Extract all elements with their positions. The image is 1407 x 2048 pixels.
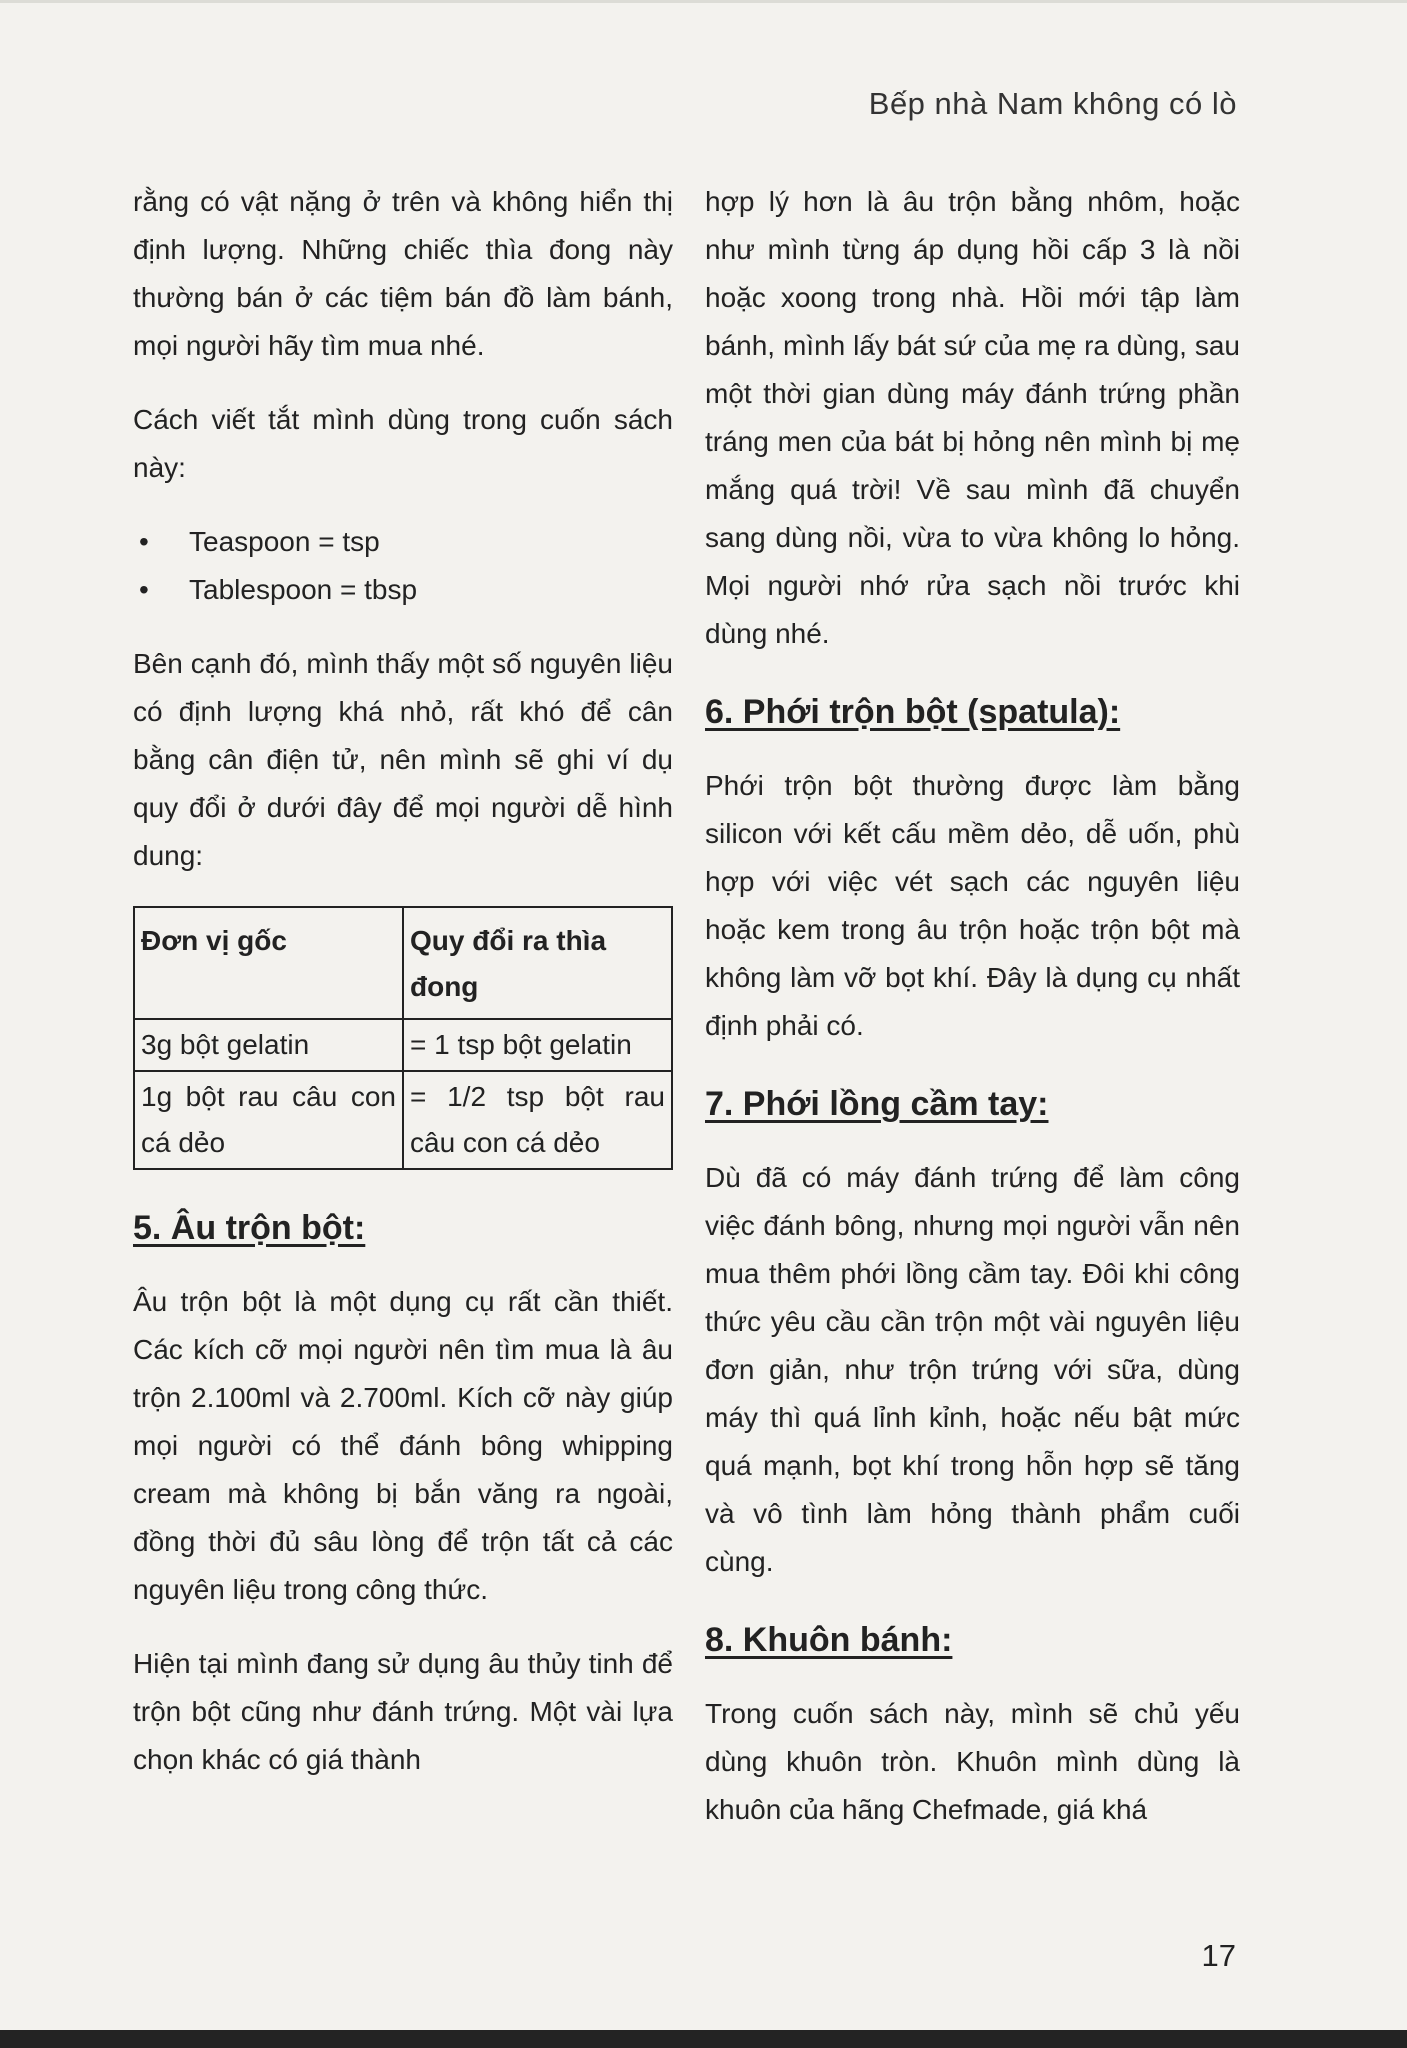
page-number: 17 bbox=[1201, 1938, 1236, 1973]
left-column bbox=[133, 178, 673, 1810]
paragraph: Bên cạnh đó, mình thấy một số nguyên liệu có định lượng khá nhỏ, rất khó để cân bằng cân điện tử, nên mình sẽ ghi ví dụ quy đổi ở dưới đây để mọi người dễ hình dung: bbox=[133, 648, 673, 871]
paragraph: rằng có vật nặng ở trên và không hiển thị định lượng. Những chiếc thìa đong này thường bán ở các tiệm bán đồ làm bánh, mọi người hãy tìm mua nhé. bbox=[133, 186, 673, 361]
section-heading: 5. Âu trộn bột: bbox=[133, 1209, 366, 1247]
paragraph: Cách viết tắt mình dùng trong cuốn sách này: bbox=[133, 404, 673, 483]
section-heading: 6. Phới trộn bột (spatula): bbox=[705, 693, 1121, 731]
section-heading: 7. Phới lồng cầm tay: bbox=[705, 1085, 1049, 1123]
page-bottom-edge bbox=[0, 2030, 1407, 2048]
conversion-table bbox=[133, 906, 673, 1170]
paragraph: Hiện tại mình đang sử dụng âu thủy tinh để trộn bột cũng như đánh trứng. Một vài lựa chọn khác có giá thành bbox=[133, 1648, 673, 1775]
running-header: Bếp nhà Nam không có lò bbox=[868, 86, 1237, 121]
section-heading: 8. Khuôn bánh: bbox=[705, 1621, 953, 1659]
table-row bbox=[134, 1071, 672, 1169]
table-cell: = 1/2 tsp bột rau câu con cá dẻo bbox=[403, 1071, 672, 1169]
table-cell: 1g bột rau câu con cá dẻo bbox=[134, 1071, 403, 1169]
table-header-cell: Đơn vị gốc bbox=[134, 907, 403, 1019]
table-cell: 3g bột gelatin bbox=[134, 1019, 403, 1071]
table-header-row bbox=[134, 907, 672, 1019]
list-item: • Teaspoon = tsp bbox=[133, 518, 673, 566]
paragraph: Trong cuốn sách này, mình sẽ chủ yếu dùng khuôn tròn. Khuôn mình dùng là khuôn của hãng Chefmade, giá khá bbox=[705, 1698, 1240, 1825]
table-cell: = 1 tsp bột gelatin bbox=[403, 1019, 672, 1071]
paragraph: hợp lý hơn là âu trộn bằng nhôm, hoặc như mình từng áp dụng hồi cấp 3 là nồi hoặc xoong trong nhà. Hồi mới tập làm bánh, mình lấy bát sứ của mẹ ra dùng, sau một thời gian dùng máy đánh trứng phần tráng men của bát bị hỏng nên mình bị mẹ mắng quá trời! Về sau mình đã chuyển sang dùng nồi, vừa to vừa không lo hỏng. Mọi người nhớ rửa sạch nồi trước khi dùng nhé. bbox=[705, 186, 1240, 649]
table-header-cell: Quy đổi ra thìa đong bbox=[403, 907, 672, 1019]
table-row bbox=[134, 1019, 672, 1071]
right-column bbox=[705, 178, 1240, 1860]
paragraph: Phới trộn bột thường được làm bằng silicon với kết cấu mềm dẻo, dễ uốn, phù hợp với việc vét sạch các nguyên liệu hoặc kem trong âu trộn hoặc trộn bột mà không làm vỡ bọt khí. Đây là dụng cụ nhất định phải có. bbox=[705, 770, 1240, 1041]
abbreviation-list bbox=[133, 518, 673, 614]
paragraph: Dù đã có máy đánh trứng để làm công việc đánh bông, nhưng mọi người vẫn nên mua thêm phới lồng cầm tay. Đôi khi công thức yêu cầu cần trộn một vài nguyên liệu đơn giản, như trộn trứng với sữa, dùng máy thì quá lỉnh kỉnh, hoặc nếu bật mức quá mạnh, bọt khí trong hỗn hợp sẽ tăng và vô tình làm hỏng thành phẩm cuối cùng. bbox=[705, 1162, 1240, 1577]
list-item: • Tablespoon = tbsp bbox=[133, 566, 673, 614]
paragraph: Âu trộn bột là một dụng cụ rất cần thiết. Các kích cỡ mọi người nên tìm mua là âu trộn 2.100ml và 2.700ml. Kích cỡ này giúp mọi người có thể đánh bông whipping cream mà không bị bắn văng ra ngoài, đồng thời đủ sâu lòng để trộn tất cả các nguyên liệu trong công thức. bbox=[133, 1286, 673, 1605]
page-top-edge bbox=[0, 0, 1407, 3]
